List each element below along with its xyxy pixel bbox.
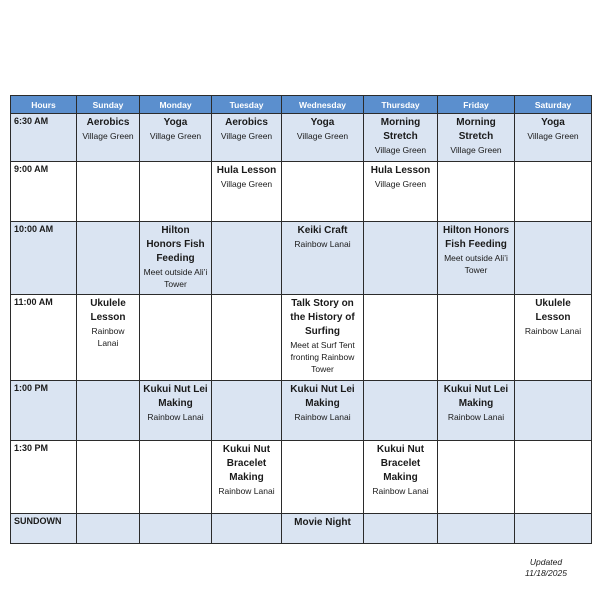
time-label: 1:30 PM — [11, 441, 77, 514]
cell-sunday — [77, 222, 140, 295]
activity-location: Village Green — [527, 131, 579, 141]
activity-location: Village Green — [82, 131, 134, 141]
activity-location: Meet outside Ali’i Tower — [444, 253, 508, 275]
activity-location: Meet at Surf Tent fronting Rainbow Tower — [290, 340, 355, 374]
cell-thursday — [364, 114, 438, 162]
cell-monday — [140, 295, 212, 381]
activity-name: Yoga — [541, 117, 565, 128]
cell-sunday — [77, 295, 140, 381]
row-sundown — [11, 514, 592, 544]
header-thursday: Thursday — [364, 96, 438, 114]
activity-name: Morning Stretch — [456, 117, 496, 142]
cell-tuesday — [212, 295, 282, 381]
time-label: 10:00 AM — [11, 222, 77, 295]
activity-location: Rainbow Lanai — [91, 326, 125, 348]
row-900am — [11, 162, 592, 222]
header-wednesday: Wednesday — [282, 96, 364, 114]
cell-friday — [438, 114, 515, 162]
cell-friday — [438, 222, 515, 295]
header-tuesday: Tuesday — [212, 96, 282, 114]
cell-saturday — [515, 514, 592, 544]
cell-sunday — [77, 381, 140, 441]
cell-sunday — [77, 114, 140, 162]
cell-wednesday — [282, 222, 364, 295]
activity-name: Hula Lesson — [216, 165, 277, 176]
cell-sunday — [77, 162, 140, 222]
activity-name: Movie Night — [294, 517, 351, 528]
cell-wednesday — [282, 162, 364, 222]
activity-location: Rainbow Lanai — [447, 412, 505, 422]
activity-name: Kukui Nut Lei Making — [290, 384, 355, 409]
cell-friday — [438, 381, 515, 441]
cell-monday — [140, 381, 212, 441]
time-label: 1:00 PM — [11, 381, 77, 441]
activity-location: Village Green — [450, 145, 502, 155]
header-row — [11, 96, 592, 114]
cell-monday — [140, 441, 212, 514]
row-100pm — [11, 381, 592, 441]
activity-name: Ukulele Lesson — [90, 298, 126, 323]
row-1000am — [11, 222, 592, 295]
row-1100am — [11, 295, 592, 381]
activity-name: Kukui Nut Lei Making — [443, 384, 509, 409]
activity-location: Rainbow Lanai — [218, 486, 275, 496]
cell-tuesday — [212, 441, 282, 514]
cell-friday — [438, 162, 515, 222]
activity-location: Meet outside Ali’i Tower — [143, 267, 208, 289]
cell-tuesday — [212, 514, 282, 544]
activity-location: Village Green — [220, 179, 273, 189]
cell-thursday — [364, 441, 438, 514]
activity-location: Rainbow Lanai — [294, 412, 351, 422]
activity-name: Yoga — [163, 117, 188, 128]
activity-name: Hilton Honors Fish Feeding — [146, 225, 205, 264]
updated-date: 11/18/2025 — [525, 568, 567, 578]
activity-location: Rainbow Lanai — [372, 486, 429, 496]
activity-name: Hula Lesson — [370, 165, 431, 176]
time-label: 6:30 AM — [11, 114, 77, 162]
activity-name: Ukulele Lesson — [535, 298, 571, 323]
cell-monday — [140, 162, 212, 222]
cell-thursday — [364, 514, 438, 544]
cell-friday — [438, 441, 515, 514]
cell-wednesday — [282, 295, 364, 381]
header-hours: Hours — [11, 96, 77, 114]
cell-monday — [140, 114, 212, 162]
activity-name: Kukui Nut Lei Making — [143, 384, 208, 409]
updated-note — [500, 557, 592, 579]
time-label: 11:00 AM — [11, 295, 77, 381]
activity-location: Rainbow Lanai — [294, 239, 351, 249]
activity-name: Kukui Nut Bracelet Making — [222, 444, 271, 483]
time-label: SUNDOWN — [11, 514, 77, 544]
cell-tuesday — [212, 222, 282, 295]
cell-thursday — [364, 222, 438, 295]
cell-sunday — [77, 441, 140, 514]
header-friday: Friday — [438, 96, 515, 114]
activity-name: Aerobics — [86, 117, 130, 128]
cell-monday — [140, 514, 212, 544]
header-monday: Monday — [140, 96, 212, 114]
header-saturday: Saturday — [515, 96, 592, 114]
activity-name: Kukui Nut Bracelet Making — [376, 444, 425, 483]
cell-tuesday — [212, 381, 282, 441]
cell-wednesday — [282, 441, 364, 514]
time-label: 9:00 AM — [11, 162, 77, 222]
activity-location: Rainbow Lanai — [147, 412, 204, 422]
cell-tuesday — [212, 114, 282, 162]
cell-thursday — [364, 162, 438, 222]
activity-name: Aerobics — [225, 117, 268, 128]
cell-thursday — [364, 381, 438, 441]
cell-saturday — [515, 441, 592, 514]
cell-monday — [140, 222, 212, 295]
activity-location: Village Green — [149, 131, 202, 141]
activity-name: Hilton Honors Fish Feeding — [442, 225, 510, 250]
cell-saturday — [515, 222, 592, 295]
row-630am — [11, 114, 592, 162]
cell-friday — [438, 514, 515, 544]
cell-saturday — [515, 381, 592, 441]
activity-location: Village Green — [374, 179, 427, 189]
activity-location: Rainbow Lanai — [524, 326, 582, 336]
activity-name: Morning Stretch — [380, 117, 421, 142]
header-sunday: Sunday — [77, 96, 140, 114]
activity-location: Village Green — [296, 131, 349, 141]
activity-location: Village Green — [220, 131, 273, 141]
cell-saturday — [515, 295, 592, 381]
cell-sunday — [77, 514, 140, 544]
row-130pm — [11, 441, 592, 514]
activity-name: Keiki Craft — [297, 225, 348, 236]
cell-wednesday — [282, 114, 364, 162]
activity-name: Talk Story on the History of Surfing — [290, 298, 355, 337]
cell-friday — [438, 295, 515, 381]
activity-schedule-table — [10, 95, 592, 544]
cell-tuesday — [212, 162, 282, 222]
cell-wednesday — [282, 381, 364, 441]
activity-name: Yoga — [310, 117, 335, 128]
updated-label: Updated — [529, 557, 563, 567]
cell-saturday — [515, 114, 592, 162]
cell-wednesday — [282, 514, 364, 544]
cell-thursday — [364, 295, 438, 381]
activity-location: Village Green — [374, 145, 427, 155]
cell-saturday — [515, 162, 592, 222]
